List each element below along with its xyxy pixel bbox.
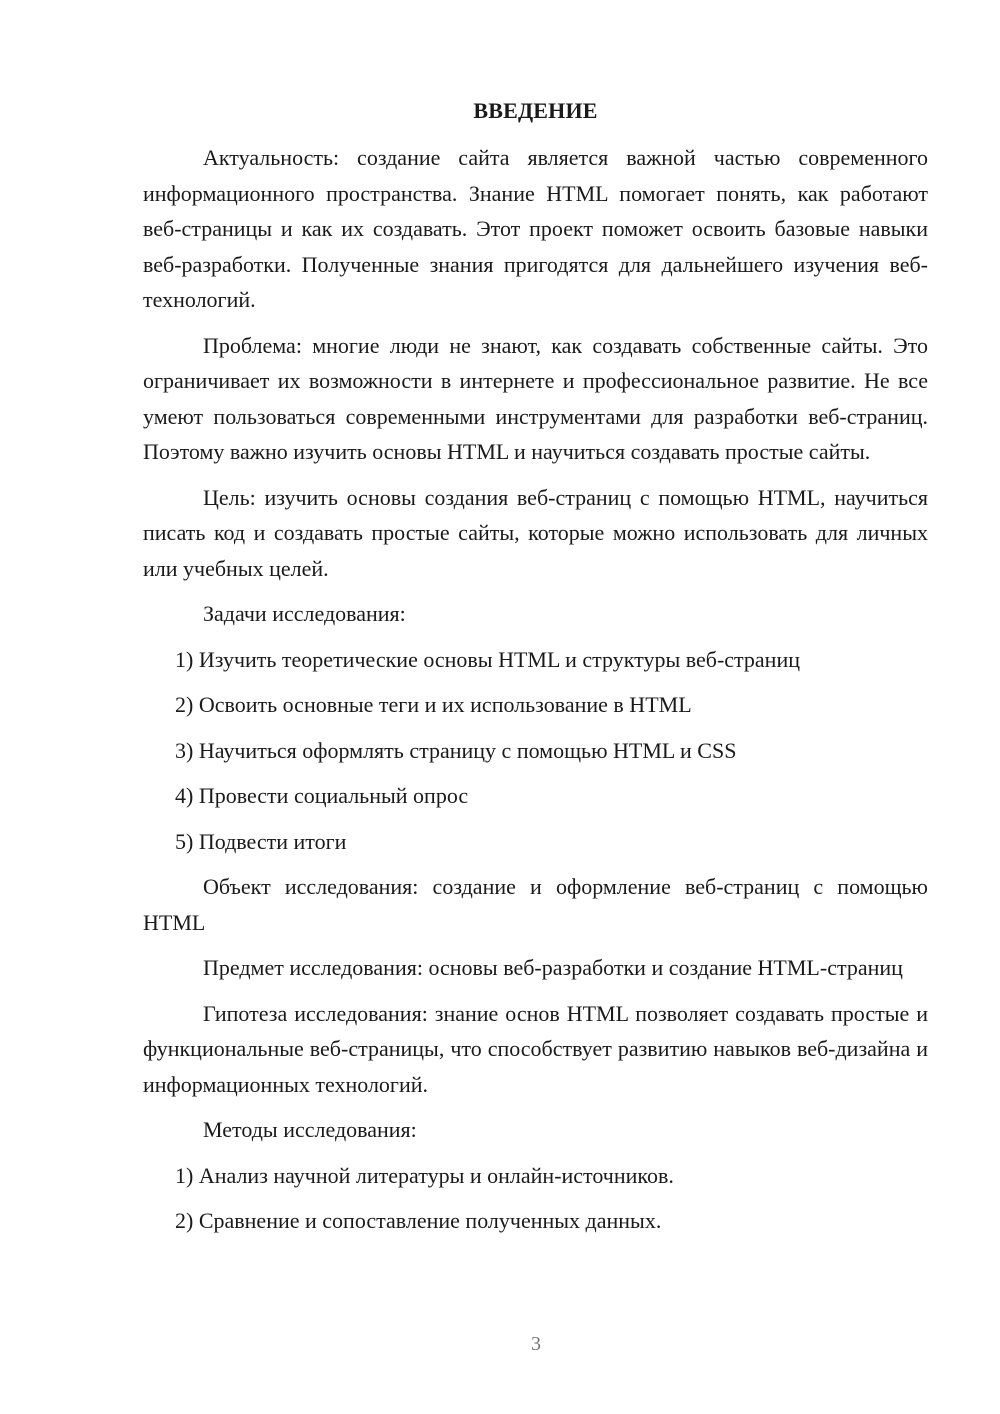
method-item: 2) Сравнение и сопоставление полученных данных. [175,1208,662,1233]
task-item: 1) Изучить теоретические основы HTML и структуры веб-страниц [175,646,801,672]
tasks-heading: Задачи исследования: [203,601,406,626]
methods-heading: Методы исследования: [203,1117,417,1142]
object-paragraph: Объект исследования: создание и оформление веб-страниц с помощью HTML [143,874,928,935]
subject-paragraph: Предмет исследования: основы веб-разработки и создание HTML-страниц [203,955,903,980]
problem-paragraph: Проблема: многие люди не знают, как создавать собственные сайты. Это ограничивает их возможности в интернете и профессиональное развитие. Не все умеют пользоваться современными инструментами для разработки веб-страниц. Поэтому важно изучить основы HTML и научиться создавать простые сайты. [143,332,928,464]
task-item: 2) Освоить основные теги и их использование в HTML [175,692,692,717]
task-item: 4) Провести социальный опрос [175,783,469,808]
relevance-paragraph: Актуальность: создание сайта является важной частью современного информационного пространства. Знание HTML помогает понять, как работают веб-страницы и как их создавать. Этот проект поможет освоить базовые навыки веб-разработки. Полученные знания пригодятся для дальнейшего изучения веб-технологий. [143,145,928,312]
page-content [143,96,928,1249]
goal-paragraph: Цель: изучить основы создания веб-страниц с помощью HTML, научиться писать код и создавать простые сайты, которые можно использовать для личных или учебных целей. [143,484,928,581]
method-item: 1) Анализ научной литературы и онлайн-источников. [175,1162,674,1188]
section-heading: ВВЕДЕНИЕ [473,98,598,123]
task-item: 3) Научиться оформлять страницу с помощью HTML и CSS [175,737,737,763]
hypothesis-paragraph: Гипотеза исследования: знание основ HTML позволяет создавать простые и функциональные веб-страницы, что способствует развитию навыков веб-дизайна и информационных технологий. [143,1000,928,1097]
task-item: 5) Подвести итоги [175,828,347,854]
page-number: 3 [531,1333,541,1355]
